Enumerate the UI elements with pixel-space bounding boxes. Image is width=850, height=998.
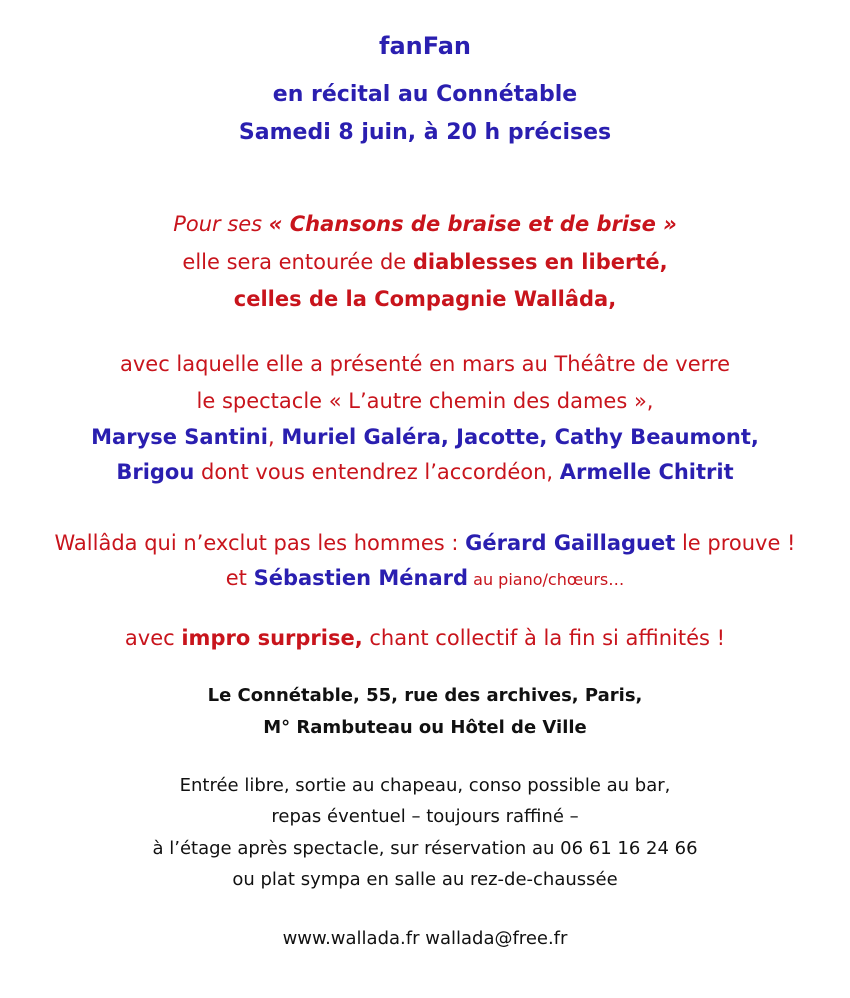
event-date: Samedi 8 juin, à 20 h précises <box>238 120 612 145</box>
email-link[interactable]: wallada@free.fr <box>425 928 568 949</box>
cast-name-brigou: Brigou <box>116 460 195 484</box>
intro-line-3: celles de la Compagnie Wallâda, <box>233 287 617 311</box>
info-line-4: ou plat sympa en salle au rez-de-chaussée <box>232 869 618 890</box>
impro-text: chant collectif à la fin si affinités ! <box>362 626 726 650</box>
men-line-2 <box>0 566 850 590</box>
men-and: et <box>225 566 254 590</box>
men-piano: au piano/chœurs… <box>468 570 625 589</box>
info-line-2: repas éventuel – toujours raffiné – <box>271 806 579 827</box>
info-line-1: Entrée libre, sortie au chapeau, conso possible au bar, <box>179 775 671 796</box>
men-text: Wallâda qui n’exclut pas les hommes : <box>54 531 466 555</box>
info-line-3: à l’étage après spectacle, sur réservation au 06 61 16 24 66 <box>152 838 698 859</box>
impro-highlight: impro surprise, <box>181 626 363 650</box>
event-subtitle: en récital au Connétable <box>272 82 578 107</box>
cast-name-armelle: Armelle Chitrit <box>559 460 734 484</box>
intro-prefix: Pour ses <box>173 212 269 236</box>
cast-names: Muriel Galéra, Jacotte, Cathy Beaumont, <box>281 425 759 449</box>
men-line-1 <box>0 531 850 555</box>
venue-metro: M° Rambuteau ou Hôtel de Ville <box>263 717 587 738</box>
website-link[interactable]: www.wallada.fr <box>282 928 420 949</box>
cast-line-4 <box>0 460 850 484</box>
cast-line-1: avec laquelle elle a présenté en mars au Théâtre de verre <box>119 352 730 376</box>
intro-line-1 <box>0 212 850 236</box>
event-title: fanFan <box>379 32 471 60</box>
cast-line-3 <box>0 425 850 449</box>
men-name-sebastien: Sébastien Ménard <box>253 566 469 590</box>
men-text-end: le prouve ! <box>675 531 796 555</box>
cast-separator: , <box>267 425 275 449</box>
cast-accordion-text: dont vous entendrez l’accordéon, <box>194 460 560 484</box>
intro-line-2 <box>0 250 850 274</box>
contact-line <box>0 928 850 949</box>
cast-name-maryse: Maryse Santini <box>91 425 268 449</box>
impro-line <box>0 626 850 650</box>
venue-address: Le Connétable, 55, rue des archives, Paris, <box>207 685 643 706</box>
intro-highlight: diablesses en liberté, <box>412 250 668 274</box>
show-title: « Chansons de braise et de brise » <box>268 212 677 236</box>
impro-prefix: avec <box>124 626 182 650</box>
cast-line-2: le spectacle « L’autre chemin des dames », <box>196 389 654 413</box>
men-name-gerard: Gérard Gaillaguet <box>465 531 676 555</box>
intro-text: elle sera entourée de <box>182 250 413 274</box>
